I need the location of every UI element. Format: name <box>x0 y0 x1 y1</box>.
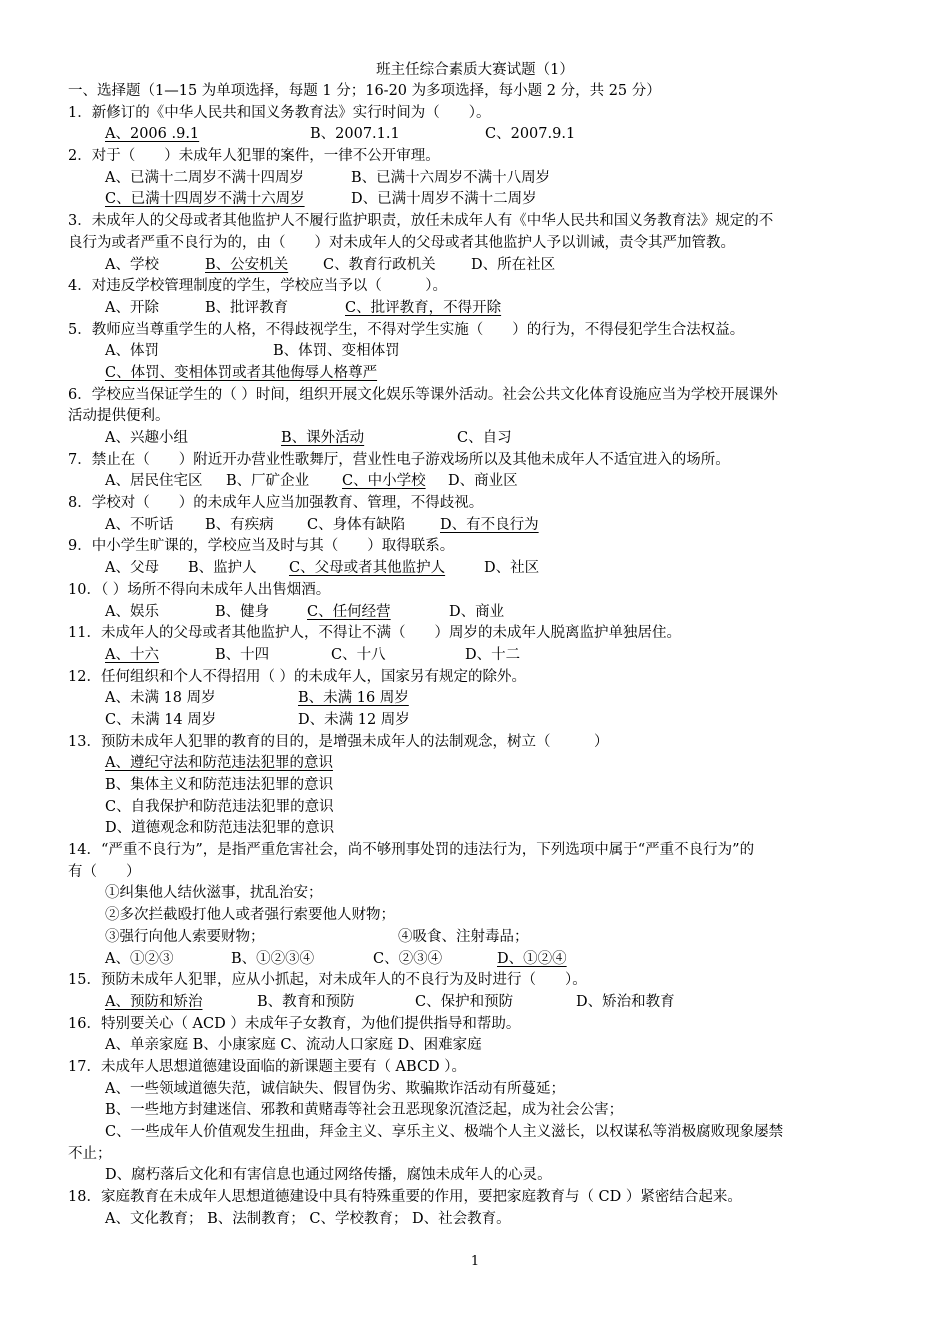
option-b: B、课外活动 <box>281 430 365 446</box>
question-17-option-a: A、一些领域道德失范，诚信缺失、假冒伪劣、欺骗欺诈活动有所蔓延； <box>105 1080 565 1097</box>
section-heading: 一、选择题（1—15 为单项选择，每题 1 分；16-20 为多项选择，每小题 2 分，共 25 分） <box>68 83 661 99</box>
question-1-stem: 1．新修订的《中华人民共和国义务教育法》实行时间为（ ）。 <box>68 104 491 121</box>
option-d: D、矫治和教育 <box>576 993 675 1010</box>
option-c: C、体罚、变相体罚或者其他侮辱人格尊严 <box>105 364 378 381</box>
option-a: A、父母 <box>105 560 159 577</box>
question-11-options <box>68 645 888 667</box>
question-18-stem: 18．家庭教育在未成年人思想道德建设中具有特殊重要的作用，要把家庭教育与（ CD ）紧密结合起来。 <box>68 1189 742 1206</box>
option-b: B、已满十六周岁不满十八周岁 <box>351 169 551 186</box>
option-b: B、2007.1.1 <box>310 126 400 143</box>
option-a: A、预防和矫治 <box>105 993 203 1010</box>
option-c: C、保护和预防 <box>415 993 514 1010</box>
option-c: C、十八 <box>331 646 386 663</box>
option-a: A、学校 <box>105 256 159 273</box>
option-a: A、遵纪守法和防范违法犯罪的意识 <box>105 755 333 772</box>
question-5-stem: 5．教师应当尊重学生的人格，不得歧视学生，不得对学生实施（ ）的行为，不得侵犯学生合法权益。 <box>68 321 745 338</box>
option-d: D、有不良行为 <box>440 516 539 533</box>
question-17-option-c-line1: C、一些成年人价值观发生扭曲，拜金主义、享乐主义、极端个人主义滋长，以权谋私等消极腐败现象屡禁 <box>105 1124 784 1140</box>
question-6-options <box>68 428 888 450</box>
option-d: D、十二 <box>465 646 521 663</box>
question-4-stem: 4．对违反学校管理制度的学生，学校应当予以（ ）。 <box>68 278 447 295</box>
question-13-option-a <box>68 753 888 775</box>
question-5-options-row2 <box>68 363 888 385</box>
question-list <box>68 81 888 1230</box>
option-d: D、未满 12 周岁 <box>298 711 410 728</box>
option-c: C、自习 <box>457 430 512 446</box>
option-d: D、社区 <box>484 560 540 577</box>
option-c: C、中小学校 <box>342 473 426 490</box>
question-3-stem-line1: 3．未成年人的父母或者其他监护人不履行监护职责，放任未成年人有《中华人民共和国义务教育法》规定的不 <box>68 213 774 230</box>
option-a: A、十六 <box>105 646 159 663</box>
question-17-option-d: D、腐朽落后文化和有害信息也通过网络传播，腐蚀未成年人的心灵。 <box>105 1167 552 1184</box>
question-14-stem-line2: 有（ ） <box>68 863 141 880</box>
option-a: A、不听话 <box>105 516 174 533</box>
question-9-options <box>68 558 888 580</box>
option-b: B、健身 <box>215 603 270 620</box>
question-13-stem: 13．预防未成年人犯罪的教育的目的，是增强未成年人的法制观念，树立（ ） <box>68 733 609 750</box>
question-14-item-1: ①纠集他人结伙滋事，扰乱治安； <box>105 885 323 902</box>
question-9-stem: 9．中小学生旷课的，学校应当及时与其（ ）取得联系。 <box>68 538 455 555</box>
question-12-options-row2 <box>68 710 888 732</box>
question-8-stem: 8．学校对（ ）的未成年人应当加强教育、管理，不得歧视。 <box>68 495 484 512</box>
question-16-stem: 16．特别要关心（ ACD ）未成年子女教育，为他们提供指导和帮助。 <box>68 1015 521 1032</box>
page-title: 班主任综合素质大赛试题（1） <box>376 62 574 78</box>
option-b: B、①②③④ <box>231 950 315 967</box>
question-8-options <box>68 515 888 537</box>
option-c: C、2007.9.1 <box>485 126 576 143</box>
question-2-stem: 2．对于（ ）未成年人犯罪的案件，一律不公开审理。 <box>68 148 440 165</box>
option-b: B、厂矿企业 <box>226 473 310 490</box>
question-6-stem-line1: 6．学校应当保证学生的（ ）时间，组织开展文化娱乐等课外活动。社会公共文化体育设施应当为学校开展课外 <box>68 386 778 403</box>
question-6-stem-line2: 活动提供便利。 <box>68 408 170 425</box>
question-15-options <box>68 992 888 1014</box>
option-b: B、教育和预防 <box>257 993 355 1010</box>
option-d: D、商业区 <box>448 473 518 490</box>
option-c: C、已满十四周岁不满十六周岁 <box>105 191 305 208</box>
question-7-stem: 7．禁止在（ ）附近开办营业性歌舞厅，营业性电子游戏场所以及其他未成年人不适宜进入的场所。 <box>68 451 730 468</box>
question-3-options <box>68 255 888 277</box>
question-10-stem: 10．（ ）场所不得向未成年人出售烟酒。 <box>68 581 331 598</box>
question-5-options-row1 <box>68 341 888 363</box>
question-13-option-c: C、自我保护和防范违法犯罪的意识 <box>105 798 334 815</box>
question-11-stem: 11．未成年人的父母或者其他监护人，不得让不满（ ）周岁的未成年人脱离监护单独居住。 <box>68 625 681 642</box>
question-4-options <box>68 298 888 320</box>
option-b: B、公安机关 <box>205 256 289 273</box>
option-c: C、②③④ <box>373 950 443 967</box>
question-16-options: A、单亲家庭 B、小康家庭 C、流动人口家庭 D、困难家庭 <box>105 1037 482 1054</box>
option-a: A、未满 18 周岁 <box>105 690 216 707</box>
question-14-stem-line1: 14．“严重不良行为”，是指严重危害社会，尚不够刑事处罚的违法行为，下列选项中属于“严重不良行为”的 <box>68 842 755 859</box>
option-b: B、有疾病 <box>205 516 274 533</box>
question-17-option-c-line2: 不止； <box>68 1145 112 1162</box>
option-a: A、体罚 <box>105 343 159 360</box>
option-a: A、娱乐 <box>105 603 159 620</box>
question-7-options <box>68 471 888 493</box>
page-number: 1 <box>470 1254 480 1269</box>
question-1-options <box>68 124 888 146</box>
question-18-options: A、文化教育； B、法制教育； C、学校教育； D、社会教育。 <box>105 1210 511 1227</box>
option-d: D、①②④ <box>497 950 567 967</box>
option-a: A、①②③ <box>105 950 174 967</box>
question-17-option-b: B、一些地方封建迷信、邪教和黄赌毒等社会丑恶现象沉渣泛起，成为社会公害； <box>105 1102 624 1119</box>
question-12-stem: 12．任何组织和个人不得招用（ ）的未成年人，国家另有规定的除外。 <box>68 668 527 685</box>
question-17-stem: 17．未成年人思想道德建设面临的新课题主要有（ ABCD ）。 <box>68 1058 467 1075</box>
question-13-option-d: D、道德观念和防范违法犯罪的意识 <box>105 820 335 837</box>
question-12-options-row1 <box>68 688 888 710</box>
option-b: B、监护人 <box>188 560 257 577</box>
option-c: C、任何经营 <box>307 603 391 620</box>
option-c: C、父母或者其他监护人 <box>289 560 446 577</box>
question-14-options <box>68 949 888 971</box>
question-13-option-b: B、集体主义和防范违法犯罪的意识 <box>105 777 334 793</box>
option-b: B、未满 16 周岁 <box>298 690 409 707</box>
option-a: A、居民住宅区 <box>105 473 203 490</box>
option-d: D、已满十周岁不满十二周岁 <box>351 191 537 208</box>
question-14-item-2: ②多次拦截殴打他人或者强行索要他人财物； <box>105 907 395 924</box>
option-a: A、2006 .9.1 <box>105 126 200 143</box>
option-b: B、体罚、变相体罚 <box>273 343 400 360</box>
item-4: ④吸食、注射毒品； <box>398 928 529 945</box>
option-b: B、批评教育 <box>205 299 289 316</box>
option-a: A、开除 <box>105 299 159 316</box>
question-14-items-3-4 <box>68 927 888 949</box>
option-c: C、身体有缺陷 <box>307 516 406 533</box>
question-10-options <box>68 602 888 624</box>
question-15-stem: 15．预防未成年人犯罪，应从小抓起，对未成年人的不良行为及时进行（ ）。 <box>68 972 587 989</box>
option-a: A、兴趣小组 <box>105 430 188 446</box>
item-3: ③强行向他人索要财物； <box>105 928 265 945</box>
option-c: C、批评教育，不得开除 <box>345 299 502 316</box>
question-3-stem-line2: 良行为或者严重不良行为的，由（ ）对未成年人的父母或者其他监护人予以训诫，责令其严加管教。 <box>68 234 735 251</box>
option-c: C、教育行政机关 <box>323 256 436 273</box>
option-b: B、十四 <box>215 646 270 663</box>
option-c: C、未满 14 周岁 <box>105 711 217 728</box>
option-d: D、商业 <box>449 603 505 620</box>
question-2-options-row2 <box>68 189 888 211</box>
option-a: A、已满十二周岁不满十四周岁 <box>105 169 304 186</box>
option-d: D、所在社区 <box>471 256 556 273</box>
question-2-options-row1 <box>68 168 888 190</box>
